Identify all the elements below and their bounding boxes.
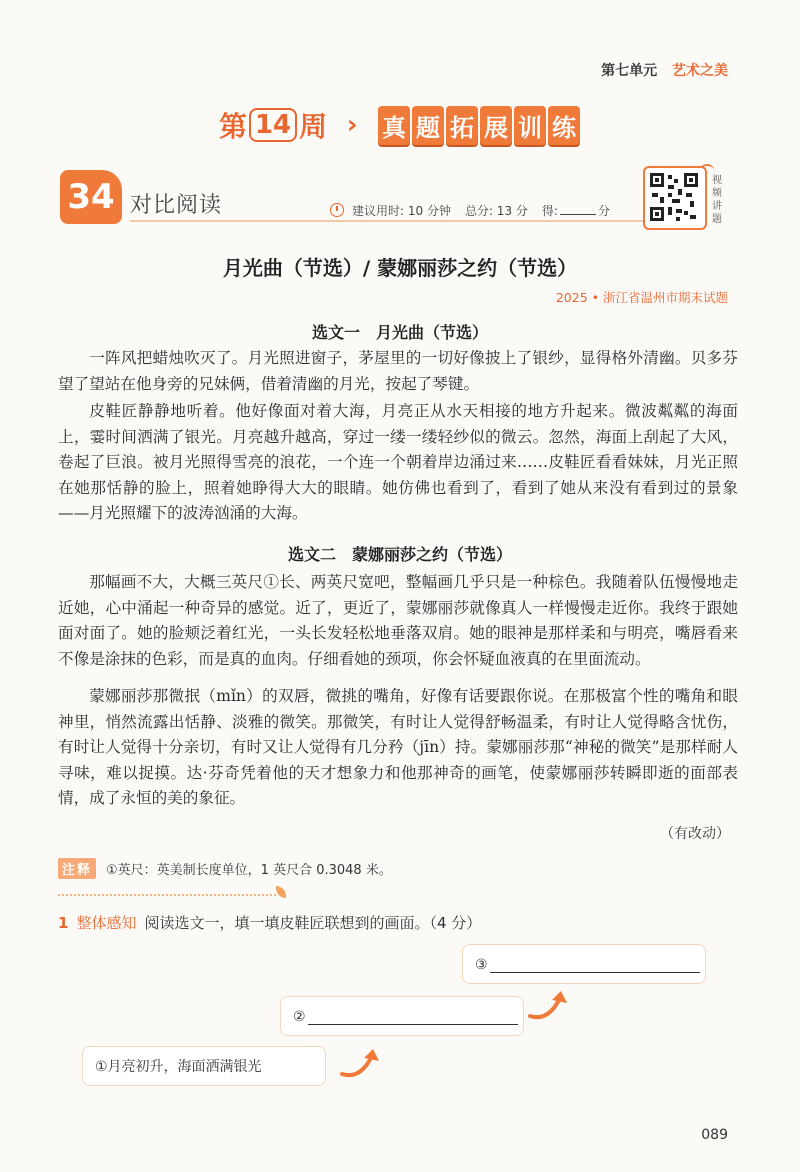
step2-label: ② — [293, 1009, 306, 1025]
question-number: 1 — [58, 914, 69, 932]
qr-code-icon[interactable] — [643, 166, 707, 230]
unit-label: 第七单元 — [601, 63, 658, 79]
title-chip: 练 — [548, 106, 580, 145]
score-label: 得: — [541, 204, 558, 218]
revised-note: （有改动） — [660, 826, 730, 842]
passage1-paragraph: 皮鞋匠静静地听着。他好像面对着大海，月亮正从水天相接的地方升起来。微波粼粼的海面上，霎时间洒满了银光。月亮越升越高，穿过一缕一缕轻纱似的微云。忽然，海面上刮起了大风，卷起了巨浪。被月光照得雪亮的浪花，一个连一个朝着岸边涌过来……皮鞋匠看看妹妹，月光正照在她那恬静的脸上，照着她睁得大大的眼睛。她仿佛也看到了，看到了她从来没有看到过的景象——月光照耀下的波涛汹涌的大海。 — [58, 402, 738, 522]
step3-label: ③ — [475, 957, 488, 973]
page-number: 089 — [701, 1127, 728, 1143]
curve-arrow-icon — [526, 988, 572, 1024]
answer-line[interactable] — [490, 952, 700, 973]
unit-header — [601, 60, 728, 80]
answer-line[interactable] — [308, 1004, 518, 1025]
section-meta — [330, 202, 610, 219]
section-underline — [130, 220, 690, 222]
week-suffix: 周 — [299, 110, 328, 143]
title-chip: 题 — [412, 106, 444, 145]
annotation — [58, 858, 392, 879]
score-unit: 分 — [597, 204, 610, 218]
video-label — [712, 174, 726, 226]
question-tag: 整体感知 — [76, 914, 137, 932]
title-chip: 展 — [480, 106, 512, 145]
answer-box-2[interactable] — [280, 996, 524, 1036]
passage1-paragraph: 一阵风把蜡烛吹灭了。月光照进窗子，茅屋里的一切好像披上了银纱，显得格外清幽。贝多芬望了望站在他身旁的兄妹俩，借着清幽的月光，按起了琴键。 — [58, 349, 738, 393]
answer-box-1 — [82, 1046, 326, 1086]
step1-text: ①月亮初升，海面洒满银光 — [95, 1059, 262, 1075]
title-chip: 训 — [514, 106, 546, 145]
video-label-char: 频 — [712, 188, 722, 199]
suggested-time: 建议用时: 10 分钟 — [352, 204, 451, 218]
week-prefix: 第 — [218, 110, 247, 143]
annotation-text: ①英尺：英美制长度单位，1 英尺合 0.3048 米。 — [106, 863, 392, 878]
question-1 — [58, 912, 481, 933]
title-chip: 真 — [378, 106, 410, 145]
passage2-title: 选文二 蒙娜丽莎之约（节选） — [287, 545, 512, 564]
training-title — [377, 106, 581, 145]
video-label-char: 题 — [712, 214, 722, 225]
chevron-right-icon: › — [346, 110, 358, 140]
score-blank[interactable] — [560, 214, 596, 215]
passage2-paragraph: 那幅画不大，大概三英尺①长、两英尺宽吧，整幅画几乎只是一种棕色。我随着队伍慢慢地走近她，心中涌起一种奇异的感觉。近了，更近了，蒙娜丽莎就像真人一样慢慢走近你。我终于跟她面对面了。她的脸颊泛着红光，一头长发轻松地垂落双肩。她的眼神是那样柔和与明亮，嘴唇看来不像是涂抹的色彩，而是真的血肉。仔细看她的颈项，你会怀疑血液真的在里面流动。 — [58, 573, 738, 668]
section-header — [60, 170, 740, 230]
answer-box-3[interactable] — [462, 944, 706, 984]
annotation-tag: 注释 — [58, 858, 96, 879]
dotted-divider — [58, 894, 276, 896]
passage2-paragraph: 蒙娜丽莎那微抿（mǐn）的双唇，微挑的嘴角，好像有话要跟你说。在那极富个性的嘴角和眼神里，悄然流露出恬静、淡雅的微笑。那微笑，有时让人觉得舒畅温柔，有时让人觉得略含忧伤，有时让人觉得十分亲切，有时又让人觉得有几分矜（jīn）持。蒙娜丽莎那“神秘的微笑”是那样耐人寻味，难以捉摸。达·芬奇凭着他的天才想象力和他那神奇的画笔，使蒙娜丽莎转瞬即逝的面部表情，成了永恒的美的象征。 — [58, 687, 738, 807]
total-score: 总分: 13 分 — [464, 204, 528, 218]
clock-icon — [330, 203, 344, 217]
article-title: 月光曲（节选）/ 蒙娜丽莎之约（节选） — [222, 256, 578, 280]
leaf-icon — [276, 886, 286, 898]
video-label-char: 讲 — [712, 201, 722, 212]
title-chip: 拓 — [446, 106, 478, 145]
section-title: 对比阅读 — [130, 193, 223, 218]
week-title — [0, 105, 800, 145]
video-label-char: 视 — [712, 175, 722, 186]
section-number: 34 — [60, 170, 122, 224]
article-source: 2025 • 浙江省温州市期末试题 — [555, 290, 728, 305]
unit-theme: 艺术之美 — [672, 63, 728, 79]
question-text: 阅读选文一，填一填皮鞋匠联想到的画面。（4 分） — [144, 914, 482, 932]
week-number: 14 — [249, 108, 297, 142]
curve-arrow-icon — [338, 1046, 384, 1082]
passage1-title: 选文一 月光曲（节选） — [311, 323, 488, 342]
